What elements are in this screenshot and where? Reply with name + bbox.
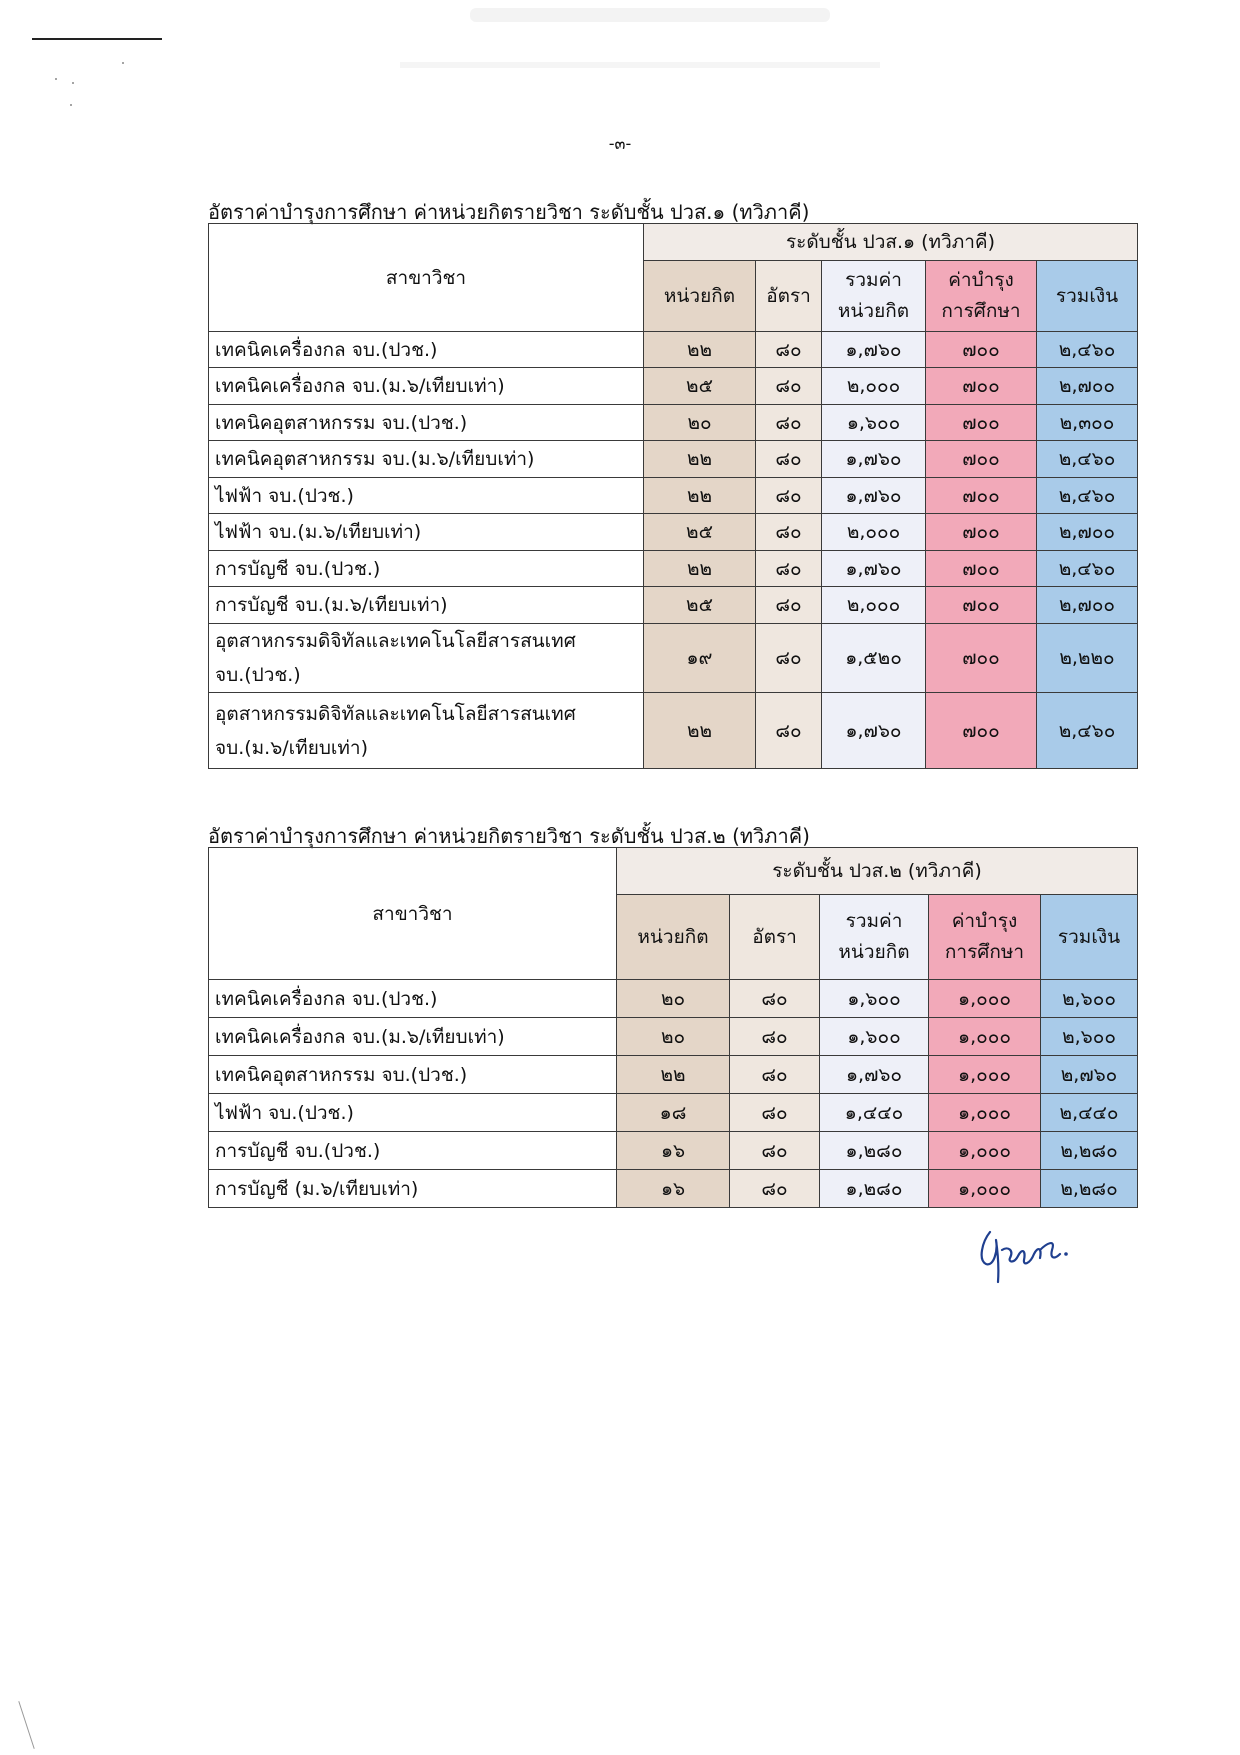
credit-total-cell: ๑,๗๖๐ — [822, 478, 926, 514]
total-cell: ๒,๗๖๐ — [1041, 1056, 1138, 1094]
fee-cell: ๗๐๐ — [926, 587, 1037, 624]
total-header: รวมเงิน — [1041, 895, 1138, 980]
credit-total-cell: ๑,๖๐๐ — [820, 980, 929, 1018]
rate-cell: ๘๐ — [756, 478, 822, 514]
table-row — [209, 332, 1138, 368]
program-name — [209, 1018, 617, 1056]
program-name — [209, 693, 644, 769]
program-name — [209, 405, 644, 441]
fee-cell: ๗๐๐ — [926, 693, 1037, 769]
rate-cell: ๘๐ — [730, 1170, 820, 1208]
credit-total-cell: ๑,๗๖๐ — [820, 1056, 929, 1094]
scan-edge-mark — [18, 1701, 34, 1749]
table-row — [209, 693, 1138, 769]
fee-header — [926, 261, 1037, 332]
program-name-line: การบัญชี จบ.(ปวช.) — [215, 1139, 381, 1162]
fee-header-line1: ค่าบำรุง — [948, 269, 1014, 291]
fee-cell: ๑,๐๐๐ — [929, 1132, 1041, 1170]
fee-cell: ๗๐๐ — [926, 551, 1037, 587]
rate-cell: ๘๐ — [756, 624, 822, 693]
rate-header: อัตรา — [730, 895, 820, 980]
rate-cell: ๘๐ — [730, 1094, 820, 1132]
credit-total-cell: ๒,๐๐๐ — [822, 587, 926, 624]
table2-body — [209, 980, 1138, 1208]
rate-cell: ๘๐ — [756, 693, 822, 769]
program-name-line: เทคนิคเครื่องกล จบ.(ม.๖/เทียบเท่า) — [215, 375, 505, 397]
program-name-line: เทคนิคอุตสาหกรรม จบ.(ปวช.) — [215, 1063, 468, 1086]
table2-title: อัตราค่าบำรุงการศึกษา ค่าหน่วยกิตรายวิชา ระดับชั้น ปวส.๒ (ทวิภาคี) — [208, 824, 810, 848]
credits-cell: ๒๐ — [644, 405, 756, 441]
table-row — [209, 405, 1138, 441]
rate-cell: ๘๐ — [730, 1056, 820, 1094]
program-name — [209, 624, 644, 693]
table-row — [209, 478, 1138, 514]
table-row — [209, 1018, 1138, 1056]
table-row — [209, 1094, 1138, 1132]
fee-cell: ๑,๐๐๐ — [929, 1018, 1041, 1056]
level-header: ระดับชั้น ปวส.๒ (ทวิภาคี) — [617, 848, 1138, 895]
credits-cell: ๑๘ — [617, 1094, 730, 1132]
credits-cell: ๒๒ — [644, 693, 756, 769]
credit-total-header-line2: หน่วยกิต — [838, 941, 910, 963]
scan-speck — [72, 82, 74, 84]
table-row — [209, 441, 1138, 478]
fee-table-pvs2 — [208, 847, 1138, 1208]
total-header: รวมเงิน — [1037, 261, 1138, 332]
fee-cell: ๗๐๐ — [926, 624, 1037, 693]
fee-cell: ๗๐๐ — [926, 441, 1037, 478]
credits-cell: ๒๕ — [644, 587, 756, 624]
credits-cell: ๑๙ — [644, 624, 756, 693]
rate-cell: ๘๐ — [756, 514, 822, 551]
table-row — [209, 980, 1138, 1018]
total-cell: ๒,๓๐๐ — [1037, 405, 1138, 441]
program-name — [209, 980, 617, 1018]
credits-cell: ๒๐ — [617, 980, 730, 1018]
rate-cell: ๘๐ — [756, 587, 822, 624]
scan-speck — [122, 62, 124, 64]
table-row — [209, 368, 1138, 405]
credit-total-cell: ๑,๖๐๐ — [822, 405, 926, 441]
table-row — [209, 551, 1138, 587]
program-name-line: การบัญชี (ม.๖/เทียบเท่า) — [215, 1177, 419, 1200]
fee-cell: ๗๐๐ — [926, 478, 1037, 514]
fee-cell: ๑,๐๐๐ — [929, 1170, 1041, 1208]
credits-cell: ๒๕ — [644, 368, 756, 405]
page-number: -๓- — [608, 134, 632, 153]
program-name — [209, 441, 644, 478]
credit-total-cell: ๑,๗๖๐ — [822, 332, 926, 368]
rate-cell: ๘๐ — [730, 1132, 820, 1170]
program-name-line: เทคนิคเครื่องกล จบ.(ปวช.) — [215, 338, 438, 361]
program-name-line: จบ.(ปวช.) — [215, 664, 301, 686]
fee-header-line2: การศึกษา — [944, 941, 1025, 963]
program-name-line: เทคนิคอุตสาหกรรม จบ.(ม.๖/เทียบเท่า) — [215, 448, 535, 470]
program-name-line: การบัญชี จบ.(ปวช.) — [215, 557, 381, 580]
program-header: สาขาวิชา — [209, 848, 617, 980]
program-name-line: ไฟฟ้า จบ.(ม.๖/เทียบเท่า) — [215, 521, 422, 543]
total-cell: ๒,๔๖๐ — [1037, 551, 1138, 587]
total-cell: ๒,๗๐๐ — [1037, 587, 1138, 624]
program-name-line: ไฟฟ้า จบ.(ปวช.) — [215, 484, 354, 507]
program-name — [209, 587, 644, 624]
credit-total-cell: ๑,๕๒๐ — [822, 624, 926, 693]
rate-header: อัตรา — [756, 261, 822, 332]
credits-cell: ๑๖ — [617, 1132, 730, 1170]
program-name-line: เทคนิคเครื่องกล จบ.(ปวช.) — [215, 987, 438, 1010]
credit-total-header-line2: หน่วยกิต — [837, 300, 910, 322]
credit-total-cell: ๑,๖๐๐ — [820, 1018, 929, 1056]
credit-total-cell: ๑,๒๘๐ — [820, 1132, 929, 1170]
scan-speck — [70, 104, 72, 106]
credit-total-cell: ๑,๒๘๐ — [820, 1170, 929, 1208]
table-row — [209, 1132, 1138, 1170]
credit-total-cell: ๑,๗๖๐ — [822, 693, 926, 769]
fee-cell: ๗๐๐ — [926, 368, 1037, 405]
fee-cell: ๑,๐๐๐ — [929, 1094, 1041, 1132]
program-name — [209, 551, 644, 587]
table-row — [209, 587, 1138, 624]
program-name-line: อุตสาหกรรมดิจิทัลและเทคโนโลยีสารสนเทศ — [215, 630, 576, 652]
signature — [968, 1220, 1078, 1290]
credit-total-cell: ๒,๐๐๐ — [822, 368, 926, 405]
rate-cell: ๘๐ — [756, 551, 822, 587]
scan-artifact — [470, 8, 830, 22]
program-name-line: ไฟฟ้า จบ.(ปวช.) — [215, 1101, 354, 1124]
total-cell: ๒,๒๒๐ — [1037, 624, 1138, 693]
credits-cell: ๒๒ — [617, 1056, 730, 1094]
credits-cell: ๑๖ — [617, 1170, 730, 1208]
total-cell: ๒,๔๔๐ — [1041, 1094, 1138, 1132]
fee-header-line1: ค่าบำรุง — [951, 910, 1018, 932]
fee-cell: ๑,๐๐๐ — [929, 980, 1041, 1018]
program-name-line: เทคนิคอุตสาหกรรม จบ.(ปวช.) — [215, 411, 468, 434]
rate-cell: ๘๐ — [756, 332, 822, 368]
program-name — [209, 1132, 617, 1170]
credits-cell: ๒๒ — [644, 478, 756, 514]
program-name — [209, 478, 644, 514]
credits-cell: ๒๒ — [644, 332, 756, 368]
credits-cell: ๒๒ — [644, 551, 756, 587]
total-cell: ๒,๗๐๐ — [1037, 514, 1138, 551]
table-row — [209, 624, 1138, 693]
credit-total-cell: ๑,๔๔๐ — [820, 1094, 929, 1132]
total-cell: ๒,๔๖๐ — [1037, 693, 1138, 769]
table-row — [209, 514, 1138, 551]
credit-total-header — [820, 895, 929, 980]
table1-title: อัตราค่าบำรุงการศึกษา ค่าหน่วยกิตรายวิชา ระดับชั้น ปวส.๑ (ทวิภาคี) — [208, 200, 810, 224]
program-header: สาขาวิชา — [209, 224, 644, 332]
total-cell: ๒,๒๘๐ — [1041, 1170, 1138, 1208]
fee-cell: ๗๐๐ — [926, 405, 1037, 441]
scan-speck — [55, 78, 57, 80]
program-name — [209, 514, 644, 551]
scan-artifact — [400, 62, 880, 68]
total-cell: ๒,๔๖๐ — [1037, 332, 1138, 368]
total-cell: ๒,๔๖๐ — [1037, 441, 1138, 478]
program-name — [209, 332, 644, 368]
credit-total-cell: ๑,๗๖๐ — [822, 441, 926, 478]
program-name-line: อุตสาหกรรมดิจิทัลและเทคโนโลยีสารสนเทศ — [215, 702, 576, 725]
total-cell: ๒,๗๐๐ — [1037, 368, 1138, 405]
table1-body — [209, 332, 1138, 769]
credit-total-cell: ๒,๐๐๐ — [822, 514, 926, 551]
program-name-line: จบ.(ม.๖/เทียบเท่า) — [215, 736, 368, 759]
credits-header: หน่วยกิต — [617, 895, 730, 980]
total-cell: ๒,๖๐๐ — [1041, 980, 1138, 1018]
table-row — [209, 1170, 1138, 1208]
credit-total-cell: ๑,๗๖๐ — [822, 551, 926, 587]
level-header: ระดับชั้น ปวส.๑ (ทวิภาคี) — [644, 224, 1138, 261]
fee-cell: ๗๐๐ — [926, 514, 1037, 551]
credit-total-header-line1: รวมค่า — [845, 269, 902, 291]
program-name — [209, 1094, 617, 1132]
program-name-line: การบัญชี จบ.(ม.๖/เทียบเท่า) — [215, 594, 448, 616]
rate-cell: ๘๐ — [730, 1018, 820, 1056]
fee-table-pvs1 — [208, 223, 1138, 769]
rate-cell: ๘๐ — [756, 441, 822, 478]
total-cell: ๒,๒๘๐ — [1041, 1132, 1138, 1170]
credits-cell: ๒๒ — [644, 441, 756, 478]
fee-cell: ๗๐๐ — [926, 332, 1037, 368]
program-name-line: เทคนิคเครื่องกล จบ.(ม.๖/เทียบเท่า) — [215, 1025, 505, 1048]
table-row — [209, 1056, 1138, 1094]
top-rule — [32, 38, 162, 40]
credits-cell: ๒๐ — [617, 1018, 730, 1056]
total-cell: ๒,๔๖๐ — [1037, 478, 1138, 514]
rate-cell: ๘๐ — [756, 368, 822, 405]
fee-header-line2: การศึกษา — [941, 300, 1021, 322]
rate-cell: ๘๐ — [730, 980, 820, 1018]
fee-cell: ๑,๐๐๐ — [929, 1056, 1041, 1094]
credits-cell: ๒๕ — [644, 514, 756, 551]
program-name — [209, 368, 644, 405]
credits-header: หน่วยกิต — [644, 261, 756, 332]
credit-total-header — [822, 261, 926, 332]
credit-total-header-line1: รวมค่า — [845, 910, 903, 932]
total-cell: ๒,๖๐๐ — [1041, 1018, 1138, 1056]
fee-header — [929, 895, 1041, 980]
rate-cell: ๘๐ — [756, 405, 822, 441]
program-name — [209, 1056, 617, 1094]
program-name — [209, 1170, 617, 1208]
